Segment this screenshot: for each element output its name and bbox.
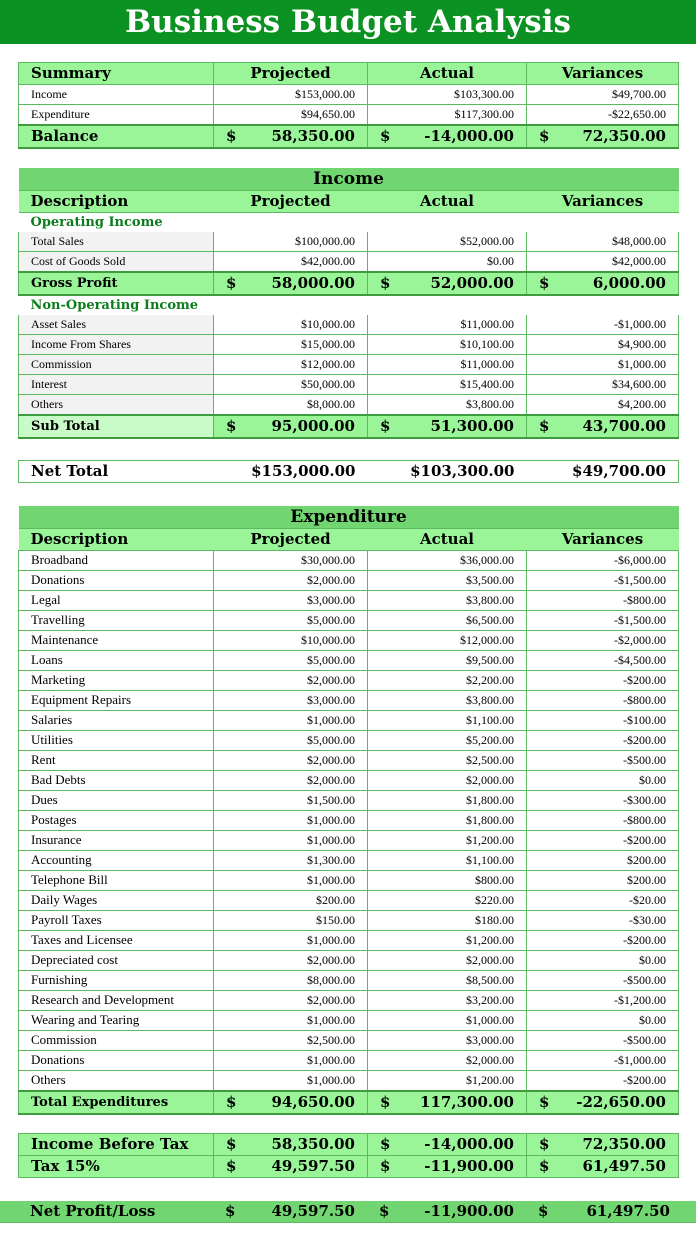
currency-symbol: $ <box>226 1093 237 1111</box>
expenditure-row <box>19 771 679 791</box>
tax-15-projected: 49,597.50 <box>271 1157 355 1175</box>
expenditure-row-label: Maintenance <box>19 631 214 651</box>
income-row-actual: $15,400.00 <box>368 375 527 395</box>
expenditure-row-variances: -$800.00 <box>527 691 679 711</box>
income-row-projected: $10,000.00 <box>214 315 368 335</box>
currency-symbol: $ <box>380 127 391 145</box>
income-row-actual: $11,000.00 <box>368 355 527 375</box>
expenditure-row-variances: -$4,500.00 <box>527 651 679 671</box>
expenditure-row-projected: $150.00 <box>214 911 368 931</box>
expenditure-row <box>19 591 679 611</box>
expenditure-row-projected: $30,000.00 <box>214 551 368 571</box>
expenditure-section-title: Expenditure <box>19 506 679 529</box>
expenditure-row-actual: $12,000.00 <box>368 631 527 651</box>
currency-symbol: $ <box>226 274 237 292</box>
expenditure-row-variances: -$200.00 <box>527 931 679 951</box>
expenditure-row-label: Insurance <box>19 831 214 851</box>
expenditure-row-projected: $5,000.00 <box>214 651 368 671</box>
tax-table <box>18 1133 679 1178</box>
currency-symbol: $ <box>225 1202 236 1220</box>
expenditure-row-variances: $200.00 <box>527 871 679 891</box>
expenditure-row <box>19 971 679 991</box>
net-profit-projected: 49,597.50 <box>271 1202 355 1220</box>
net-total-row <box>19 461 679 483</box>
expenditure-row-projected: $2,000.00 <box>214 751 368 771</box>
expenditure-row-variances: $0.00 <box>527 1011 679 1031</box>
net-profit-variances: 61,497.50 <box>586 1202 670 1220</box>
income-row-label: Asset Sales <box>19 315 214 335</box>
expenditure-row-variances: -$200.00 <box>527 831 679 851</box>
expenditure-row-variances: $0.00 <box>527 771 679 791</box>
summary-table <box>18 62 679 149</box>
expenditure-row-projected: $2,000.00 <box>214 771 368 791</box>
currency-symbol: $ <box>539 417 550 435</box>
gross-profit-projected: 58,000.00 <box>271 274 355 292</box>
expenditure-row-label: Commission <box>19 1031 214 1051</box>
income-row-variances: $34,600.00 <box>527 375 679 395</box>
balance-label: Balance <box>19 125 214 148</box>
expenditure-row-actual: $5,200.00 <box>368 731 527 751</box>
expenditure-row-variances: -$500.00 <box>527 751 679 771</box>
income-row-actual: $52,000.00 <box>368 232 527 252</box>
expenditure-row <box>19 931 679 951</box>
net-profit-actual: -11,900.00 <box>424 1202 514 1220</box>
expenditure-row-label: Broadband <box>19 551 214 571</box>
expenditure-row-label: Utilities <box>19 731 214 751</box>
expenditure-row <box>19 751 679 771</box>
income-row-projected: $8,000.00 <box>214 395 368 416</box>
summary-row-expenditure <box>19 105 679 126</box>
sub-total-variances: 43,700.00 <box>582 417 666 435</box>
expenditure-row <box>19 1011 679 1031</box>
income-before-tax-actual: -14,000.00 <box>424 1135 514 1153</box>
income-row <box>19 232 679 252</box>
expenditure-row-actual: $1,800.00 <box>368 791 527 811</box>
income-header-actual: Actual <box>368 191 527 213</box>
expenditure-row-projected: $2,000.00 <box>214 571 368 591</box>
expenditure-row-projected: $3,000.00 <box>214 691 368 711</box>
expenditure-row-label: Accounting <box>19 851 214 871</box>
tax-15-variances: 61,497.50 <box>582 1157 666 1175</box>
expenditure-header-row <box>19 529 679 551</box>
expenditure-row <box>19 611 679 631</box>
summary-balance-row <box>19 125 679 148</box>
expenditure-row-actual: $3,200.00 <box>368 991 527 1011</box>
expenditure-row-variances: -$500.00 <box>527 971 679 991</box>
expenditure-row-label: Wearing and Tearing <box>19 1011 214 1031</box>
income-row-variances: $4,900.00 <box>527 335 679 355</box>
page-title: Business Budget Analysis <box>0 0 696 44</box>
expenditure-header-projected: Projected <box>214 529 368 551</box>
income-before-tax-label: Income Before Tax <box>19 1134 214 1156</box>
expenditure-row-projected: $1,000.00 <box>214 811 368 831</box>
income-row-projected: $100,000.00 <box>214 232 368 252</box>
expenditure-row-actual: $3,000.00 <box>368 1031 527 1051</box>
expenditure-row <box>19 711 679 731</box>
expenditure-row-label: Daily Wages <box>19 891 214 911</box>
summary-row-actual: $117,300.00 <box>368 105 527 126</box>
net-profit-row <box>0 1201 696 1223</box>
income-row-variances: $48,000.00 <box>527 232 679 252</box>
currency-symbol: $ <box>539 1157 550 1175</box>
expenditure-row-projected: $1,000.00 <box>214 831 368 851</box>
total-expenditures-label: Total Expenditures <box>19 1091 214 1114</box>
expenditure-row-actual: $180.00 <box>368 911 527 931</box>
net-profit-bar <box>0 1201 696 1223</box>
net-profit-table <box>0 1201 696 1223</box>
expenditure-row-label: Furnishing <box>19 971 214 991</box>
summary-row-label: Expenditure <box>19 105 214 126</box>
expenditure-row-label: Taxes and Licensee <box>19 931 214 951</box>
income-before-tax-variances: 72,350.00 <box>582 1135 666 1153</box>
operating-income-label: Operating Income <box>30 215 163 230</box>
income-row-actual: $10,100.00 <box>368 335 527 355</box>
expenditure-row-actual: $2,500.00 <box>368 751 527 771</box>
currency-symbol: $ <box>380 417 391 435</box>
expenditure-row-variances: -$2,000.00 <box>527 631 679 651</box>
expenditure-row-variances: -$200.00 <box>527 671 679 691</box>
sub-total-row <box>19 415 679 438</box>
expenditure-row-variances: -$200.00 <box>527 731 679 751</box>
income-row-label: Commission <box>19 355 214 375</box>
summary-header-actual: Actual <box>368 63 527 85</box>
expenditure-row-actual: $2,000.00 <box>368 1051 527 1071</box>
income-row-actual: $11,000.00 <box>368 315 527 335</box>
expenditure-row-actual: $8,500.00 <box>368 971 527 991</box>
expenditure-row-label: Equipment Repairs <box>19 691 214 711</box>
balance-projected: 58,350.00 <box>271 127 355 145</box>
income-row-label: Income From Shares <box>19 335 214 355</box>
currency-symbol: $ <box>380 274 391 292</box>
income-header-projected: Projected <box>214 191 368 213</box>
expenditure-row-actual: $9,500.00 <box>368 651 527 671</box>
expenditure-row-label: Legal <box>19 591 214 611</box>
expenditure-row <box>19 1071 679 1092</box>
currency-symbol: $ <box>380 1157 391 1175</box>
summary-row-variances: $49,700.00 <box>527 85 679 105</box>
total-expenditures-actual: 117,300.00 <box>420 1093 514 1111</box>
expenditure-row-projected: $8,000.00 <box>214 971 368 991</box>
gross-profit-label: Gross Profit <box>19 272 214 295</box>
sub-total-actual: 51,300.00 <box>430 417 514 435</box>
gross-profit-variances: 6,000.00 <box>592 274 666 292</box>
total-expenditures-projected: 94,650.00 <box>271 1093 355 1111</box>
income-header-row <box>19 191 679 213</box>
summary-header-row <box>19 63 679 85</box>
expenditure-row <box>19 991 679 1011</box>
expenditure-row-projected: $1,000.00 <box>214 1011 368 1031</box>
expenditure-row <box>19 571 679 591</box>
income-row-projected: $12,000.00 <box>214 355 368 375</box>
income-header-label: Description <box>19 191 214 213</box>
expenditure-row-actual: $2,000.00 <box>368 951 527 971</box>
expenditure-row-label: Travelling <box>19 611 214 631</box>
summary-row-projected: $94,650.00 <box>214 105 368 126</box>
expenditure-row-variances: -$6,000.00 <box>527 551 679 571</box>
expenditure-row-projected: $2,000.00 <box>214 991 368 1011</box>
expenditure-row <box>19 731 679 751</box>
currency-symbol: $ <box>539 127 550 145</box>
expenditure-row-actual: $1,000.00 <box>368 1011 527 1031</box>
expenditure-row-projected: $1,000.00 <box>214 1071 368 1092</box>
sub-total-projected: 95,000.00 <box>271 417 355 435</box>
income-row-projected: $50,000.00 <box>214 375 368 395</box>
currency-symbol: $ <box>539 274 550 292</box>
expenditure-row-actual: $3,800.00 <box>368 691 527 711</box>
expenditure-row <box>19 871 679 891</box>
net-total-table <box>18 460 679 483</box>
currency-symbol: $ <box>226 417 237 435</box>
expenditure-row-actual: $1,200.00 <box>368 831 527 851</box>
expenditure-row-label: Donations <box>19 1051 214 1071</box>
expenditure-row-actual: $36,000.00 <box>368 551 527 571</box>
sub-total-label: Sub Total <box>19 415 214 438</box>
expenditure-section-title-row <box>19 506 679 529</box>
expenditure-row <box>19 631 679 651</box>
expenditure-row-actual: $1,100.00 <box>368 711 527 731</box>
expenditure-row-variances: $0.00 <box>527 951 679 971</box>
income-row-label: Cost of Goods Sold <box>19 252 214 273</box>
expenditure-row-projected: $1,000.00 <box>214 871 368 891</box>
expenditure-row <box>19 811 679 831</box>
expenditure-row-variances: -$1,500.00 <box>527 571 679 591</box>
expenditure-row <box>19 831 679 851</box>
expenditure-row <box>19 911 679 931</box>
expenditure-row-actual: $3,500.00 <box>368 571 527 591</box>
currency-symbol: $ <box>539 1093 550 1111</box>
income-row-label: Total Sales <box>19 232 214 252</box>
net-total-actual: $103,300.00 <box>368 461 527 483</box>
expenditure-row <box>19 851 679 871</box>
expenditure-row-variances: -$500.00 <box>527 1031 679 1051</box>
expenditure-row-label: Dues <box>19 791 214 811</box>
expenditure-row-projected: $1,000.00 <box>214 1051 368 1071</box>
currency-symbol: $ <box>226 127 237 145</box>
expenditure-row-projected: $2,000.00 <box>214 671 368 691</box>
net-total-projected: $153,000.00 <box>214 461 368 483</box>
expenditure-row-label: Bad Debts <box>19 771 214 791</box>
income-row-label: Interest <box>19 375 214 395</box>
expenditure-row-actual: $2,200.00 <box>368 671 527 691</box>
gross-profit-actual: 52,000.00 <box>430 274 514 292</box>
expenditure-row-label: Salaries <box>19 711 214 731</box>
income-before-tax-row <box>19 1134 679 1156</box>
expenditure-row-variances: -$1,000.00 <box>527 1051 679 1071</box>
balance-actual: -14,000.00 <box>424 127 514 145</box>
expenditure-row-projected: $3,000.00 <box>214 591 368 611</box>
expenditure-row <box>19 1051 679 1071</box>
expenditure-row-variances: -$20.00 <box>527 891 679 911</box>
expenditure-row-projected: $1,300.00 <box>214 851 368 871</box>
expenditure-row <box>19 551 679 571</box>
expenditure-row-label: Marketing <box>19 671 214 691</box>
summary-header-variances: Variances <box>527 63 679 85</box>
net-total-label: Net Total <box>19 461 214 483</box>
income-row-variances: $1,000.00 <box>527 355 679 375</box>
expenditure-row <box>19 1031 679 1051</box>
expenditure-row-projected: $1,500.00 <box>214 791 368 811</box>
currency-symbol: $ <box>538 1202 549 1220</box>
expenditure-row-actual: $1,200.00 <box>368 1071 527 1092</box>
income-row-actual: $0.00 <box>368 252 527 273</box>
expenditure-row-variances: -$800.00 <box>527 591 679 611</box>
income-section-title-row <box>19 168 679 191</box>
expenditure-row-label: Research and Development <box>19 991 214 1011</box>
expenditure-row-label: Rent <box>19 751 214 771</box>
net-profit-label: Net Profit/Loss <box>0 1201 213 1223</box>
expenditure-row-actual: $1,100.00 <box>368 851 527 871</box>
expenditure-row <box>19 891 679 911</box>
tax-15-label: Tax 15% <box>19 1156 214 1178</box>
expenditure-row <box>19 951 679 971</box>
income-row-projected: $15,000.00 <box>214 335 368 355</box>
summary-row-projected: $153,000.00 <box>214 85 368 105</box>
expenditure-row <box>19 791 679 811</box>
income-before-tax-projected: 58,350.00 <box>271 1135 355 1153</box>
expenditure-row-actual: $3,800.00 <box>368 591 527 611</box>
expenditure-row-variances: -$200.00 <box>527 1071 679 1092</box>
expenditure-rows <box>19 551 679 1092</box>
income-header-variances: Variances <box>527 191 679 213</box>
expenditure-row-variances: $200.00 <box>527 851 679 871</box>
currency-symbol: $ <box>380 1135 391 1153</box>
expenditure-row-variances: -$800.00 <box>527 811 679 831</box>
expenditure-row-variances: -$30.00 <box>527 911 679 931</box>
summary-header-label: Summary <box>19 63 214 85</box>
expenditure-row-label: Donations <box>19 571 214 591</box>
currency-symbol: $ <box>380 1093 391 1111</box>
expenditure-row-projected: $2,000.00 <box>214 951 368 971</box>
expenditure-row-label: Payroll Taxes <box>19 911 214 931</box>
tax-15-actual: -11,900.00 <box>424 1157 514 1175</box>
expenditure-header-actual: Actual <box>368 529 527 551</box>
expenditure-header-label: Description <box>19 529 214 551</box>
expenditure-row-projected: $2,500.00 <box>214 1031 368 1051</box>
expenditure-row-variances: -$100.00 <box>527 711 679 731</box>
summary-row-income <box>19 85 679 105</box>
income-section-title: Income <box>19 168 679 191</box>
income-row <box>19 355 679 375</box>
expenditure-row-variances: -$300.00 <box>527 791 679 811</box>
expenditure-row <box>19 691 679 711</box>
expenditure-row-label: Depreciated cost <box>19 951 214 971</box>
operating-income-subheader <box>19 213 679 233</box>
expenditure-row-actual: $2,000.00 <box>368 771 527 791</box>
income-row-variances: -$1,000.00 <box>527 315 679 335</box>
income-row-actual: $3,800.00 <box>368 395 527 416</box>
expenditure-table <box>18 506 679 1115</box>
currency-symbol: $ <box>379 1202 390 1220</box>
expenditure-row-actual: $1,200.00 <box>368 931 527 951</box>
income-table <box>18 168 679 439</box>
summary-header-projected: Projected <box>214 63 368 85</box>
expenditure-row-label: Others <box>19 1071 214 1092</box>
currency-symbol: $ <box>226 1157 237 1175</box>
expenditure-row-label: Telephone Bill <box>19 871 214 891</box>
currency-symbol: $ <box>226 1135 237 1153</box>
expenditure-row-projected: $5,000.00 <box>214 731 368 751</box>
non-operating-income-label: Non-Operating Income <box>30 298 199 313</box>
total-expenditures-row <box>19 1091 679 1114</box>
income-row-variances: $4,200.00 <box>527 395 679 416</box>
income-row <box>19 252 679 273</box>
summary-row-label: Income <box>19 85 214 105</box>
balance-variances: 72,350.00 <box>582 127 666 145</box>
gross-profit-row <box>19 272 679 295</box>
expenditure-row-projected: $10,000.00 <box>214 631 368 651</box>
expenditure-row-projected: $1,000.00 <box>214 711 368 731</box>
tax-15-row <box>19 1156 679 1178</box>
expenditure-row-projected: $5,000.00 <box>214 611 368 631</box>
expenditure-row-projected: $200.00 <box>214 891 368 911</box>
income-row-projected: $42,000.00 <box>214 252 368 273</box>
expenditure-row-actual: $6,500.00 <box>368 611 527 631</box>
expenditure-row-variances: -$1,500.00 <box>527 611 679 631</box>
summary-row-actual: $103,300.00 <box>368 85 527 105</box>
income-row-label: Others <box>19 395 214 416</box>
expenditure-row-actual: $220.00 <box>368 891 527 911</box>
expenditure-row-label: Loans <box>19 651 214 671</box>
net-total-variances: $49,700.00 <box>527 461 679 483</box>
income-row-variances: $42,000.00 <box>527 252 679 273</box>
income-row <box>19 315 679 335</box>
income-row <box>19 335 679 355</box>
expenditure-row <box>19 671 679 691</box>
expenditure-row-actual: $1,800.00 <box>368 811 527 831</box>
expenditure-row-actual: $800.00 <box>368 871 527 891</box>
income-row <box>19 375 679 395</box>
currency-symbol: $ <box>539 1135 550 1153</box>
summary-row-variances: -$22,650.00 <box>527 105 679 126</box>
income-row <box>19 395 679 416</box>
non-operating-income-subheader <box>19 295 679 315</box>
expenditure-row-label: Postages <box>19 811 214 831</box>
total-expenditures-variances: -22,650.00 <box>576 1093 666 1111</box>
expenditure-row-variances: -$1,200.00 <box>527 991 679 1011</box>
expenditure-row <box>19 651 679 671</box>
expenditure-row-projected: $1,000.00 <box>214 931 368 951</box>
expenditure-header-variances: Variances <box>527 529 679 551</box>
